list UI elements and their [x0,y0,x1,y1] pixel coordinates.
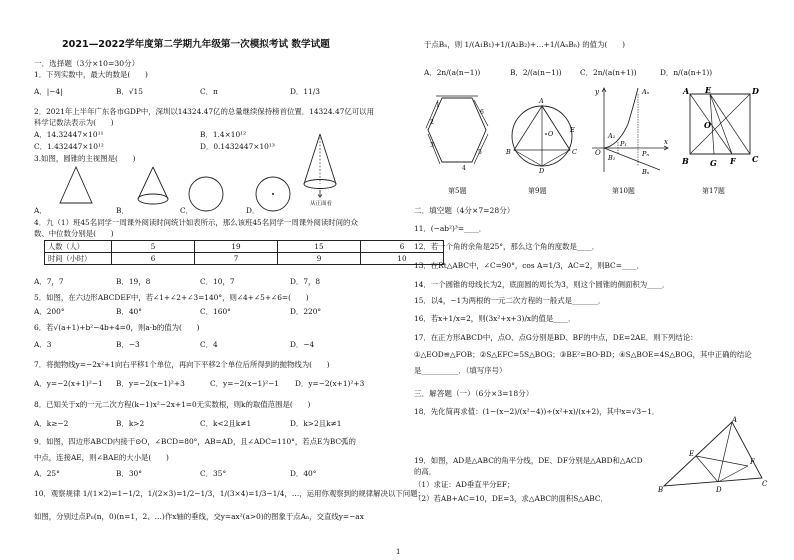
section-answer-heading: 三．解答题（一）（6分×3=18分） [414,389,534,398]
table-cell: 7 [195,253,278,265]
table-cell: 10 [361,253,444,265]
q19-stem-2: 的高． [414,467,437,476]
figure-caption-5: 第5题 [448,187,467,195]
table-cell: 人数（人） [45,241,112,253]
q6-stem: 6．若√(a+1)+b²−4b+4=0，则a·b的值为( ) [34,323,200,332]
q9-stem: 9．如图，四边形ABCD内接于⊙O，∠BCD=80°，AB=AD，且∠ADC=110°，若点E为BC弧的 [34,437,356,446]
q15-stem: 15．以4，−1为两根的一元二次方程的一般式是_______． [414,296,606,305]
graph-label: Aₙ [642,88,650,96]
q19-part-2: （2）若AB+AC=10，DE=3，求△ABC的面积S△ABC． [414,494,608,503]
cone-figure [290,130,360,205]
q1-option-a: A．|−4| [34,87,63,96]
table-cell: 9 [278,253,361,265]
q2-option-c: C．1.432447×10¹² [34,142,104,151]
q1-option-d: D．11/3 [290,87,320,96]
q7-stem: 7．将抛物线y=−2x²+1向右平移1个单位，再向下平移2个单位后所得到的抛物线为( ) [34,360,330,369]
square-label: B [682,156,689,166]
triangle-label: D [716,486,722,494]
figure-caption-10: 第10题 [612,187,635,195]
square-label: E [705,86,712,95]
circle-label: C [572,148,577,156]
q3-option-b: B． [116,206,129,215]
q7-option-c: C．y=−2(x−1)²−1 [210,379,279,388]
q10-option-c: C．2n/(a(n+1)) [580,68,637,77]
q3-option-b-figure [133,165,173,209]
q2-stem-2: 科学记数法表示为( ) [34,118,114,127]
inscribed-circle-figure [504,92,580,174]
graph-label: Bₙ [642,168,650,176]
q9-option-a: A．25° [34,469,60,478]
graph-label: A₁ [608,132,616,140]
exam-title: 2021—2022学年度第二学期九年级第一次模拟考试 数学试题 [62,39,330,50]
triangle-label: B [658,486,664,494]
table-cell: 5 [112,241,195,253]
hexagon-label: 5 [478,149,482,156]
square-label: O [704,120,711,130]
q17-items: ①△EOD≌△FOB；②S△EFC=5S△BOG；③BE²=BO·BD；④S△BOE=4S△BOG，其中正确的结论 [414,350,752,359]
q7-option-b: B．y=−2(x−1)²+3 [116,379,185,388]
q7-option-d: D．y=−2(x+1)²+3 [295,379,365,388]
circle-label: E [570,126,575,134]
q17-stem-2: 是__________．（填写序号） [414,366,507,375]
table-row [45,241,444,253]
hexagon-label: 1 [436,102,440,109]
hexagon-figure [424,92,490,174]
q10-stem-2: 如图，分别过点Pₙ(n，0)(n=1，2、…)作x轴的垂线，交y=ax²(a>0)的图象于点Aₙ，交直线y=−ax [34,512,364,521]
q6-option-d: D．−4 [290,340,315,349]
q6-option-c: C．4 [200,340,218,349]
triangle-label: F [750,458,755,466]
section-choice-heading: 一．选择题（3分×10=30分） [34,59,140,68]
q2-option-a: A．14.32447×10¹¹ [34,130,104,139]
triangle-label: E [689,450,695,458]
q14-stem: 14．一个圆锥的母线长为2，底面圆的周长为3，则这个圆锥的侧面积为____． [414,280,670,289]
hexagon-label: 6 [480,109,484,116]
hexagon-label: 3 [430,142,434,149]
q3-stem: 3.如图，圆锥的主视图是( ) [34,154,136,163]
graph-label: O [595,149,601,157]
q18-stem: 18．先化简再求值：(1−(x−2)/(x²−4))÷(x²+x)/(x+2)，其中x=√3−1． [414,407,660,416]
graph-label: y [595,88,599,96]
q2-stem: 2．2021年上半年广东各市GDP中，深圳以14324.47亿的总量继续保持榜首位置．14324.47亿可以用 [34,107,374,116]
table-cell: 6 [361,241,444,253]
q7-option-a: A．y=−2(x+1)²−1 [34,379,103,388]
figure-caption-17: 第17题 [702,187,725,195]
q19-part-1: （1）求证：AD垂直平分EF； [414,480,515,489]
triangle-label: C [762,480,768,488]
square-label: A [683,86,690,96]
parabola-graph-figure [590,84,672,176]
q9-option-c: C．35° [200,469,227,478]
q17-stem: 17．在正方形ABCD中，点O、点G分别是BD、BF的中点，DE=2AE．则下列结论： [414,333,698,342]
hexagon-label: 2 [430,119,434,126]
q8-option-b: B．k>2 [116,419,145,428]
table-cell: 19 [195,241,278,253]
q6-option-a: A．3 [34,340,52,349]
q5-option-c: C．160° [200,307,231,316]
graph-label: x [664,138,668,146]
q5-stem: 5．如图，在六边形ABCDEF中，若∠1+∠2+∠3=140°，则∠4+∠5+∠6=( ) [34,293,309,302]
q16-stem: 16．若x+1/x=2，则(3x²+x+3)/x的值是____． [414,314,576,323]
square-label: C [752,154,759,164]
q2-option-d: D．0.1432447×10¹³ [200,142,275,151]
q8-option-c: C．k<2且k≠1 [200,419,252,428]
graph-label: Pₙ [642,150,650,158]
q8-option-d: D．k>2且k≠1 [290,419,342,428]
circle-label: B [506,148,511,156]
q8-option-a: A．k≥−2 [34,419,69,428]
q6-option-b: B．−3 [116,340,140,349]
triangle-label: A [732,416,738,424]
q3-option-c: C． [180,206,194,215]
section-fill-heading: 二．填空题（4分×7=28分） [414,206,515,215]
q1-stem: 1．下列实数中，最大的数是( ) [34,70,148,79]
circle-label: O [548,130,554,138]
q9-option-b: B．30° [116,469,142,478]
q13-stem: 13．在Rt△ABC中，∠C=90°，cos A=1/3，AC=2，则BC=____． [414,261,645,270]
q4-option-d: D．7，8 [290,277,321,286]
q2-option-b: B．1.4×10¹² [200,130,247,139]
q5-option-b: B．40° [116,307,142,316]
q5-option-a: A．200° [34,307,65,316]
square-label: G [710,158,717,168]
q9-option-d: D．40° [290,469,317,478]
q10-option-d: D．n/(a(n+1)) [660,68,713,77]
hexagon-label: 4 [462,165,466,172]
square-figure [680,86,762,172]
q10-option-b: B．2/(a(n−1)) [510,68,562,77]
table-cell: 时间（小时） [45,253,112,265]
table-row [45,253,444,265]
table-cell: 15 [278,241,361,253]
q19-stem: 19．如图，AD是△ABC的角平分线，DE、DF分别是△ABD和△ACD [414,456,643,465]
graph-label: B₁ [608,154,616,162]
square-label: D [752,86,759,96]
front-view-label: 从正面看 [310,201,333,207]
table-cell: 6 [112,253,195,265]
q10-stem-3: 于点Bₙ，则 1/(A₁B₁)+1/(A₂B₂)+…+1/(AₙBₙ) 的值为( ) [424,40,626,49]
q10-stem: 10．观察规律 1/(1×2)=1−1/2，1/(2×3)=1/2−1/3，1/(3×4)=1/3−1/4，…，运用你观察到的规律解决以下问题： [34,489,425,498]
triangle-figure [658,416,768,494]
q1-option-c: C．π [200,87,218,96]
square-label: F [730,156,736,166]
q3-option-a-figure [56,165,96,207]
q5-option-d: D．220° [290,307,322,316]
q4-option-a: A．7，7 [34,277,64,286]
circle-label: A [539,97,544,105]
q4-stem: 4．九（1）班45名同学一周课外阅读时间统计如表所示，那么该班45名同学一周课外阅读时间的众 [34,218,358,227]
q4-option-b: B．19，8 [116,277,151,286]
q3-option-d: D． [246,206,260,215]
page-number: 1 [396,548,401,556]
figure-caption-9: 第9题 [528,187,547,195]
q3-option-a: A． [34,206,47,215]
circle-label: D [539,167,545,174]
q1-option-b: B．√15 [116,87,143,96]
graph-label: P₁ [620,140,627,148]
q10-option-a: A．2n/(a(n−1)) [424,68,481,77]
q12-stem: 12．若一个角的余角是25°，那么这个角的度数是____． [414,242,600,251]
q9-stem-2: 中点，连接AE，则∠BAE的大小是( ) [34,453,169,462]
q8-stem: 8．已知关于x的一元二次方程(k−1)x²−2x+1=0无实数根，则k的取值范围是( ) [34,400,311,409]
q4-option-c: C．10，7 [200,277,235,286]
q4-stem-2: 数、中位数分别是( ) [34,229,114,238]
reading-time-table [44,240,444,265]
q11-stem: 11．(−ab²)³=____． [414,224,487,233]
